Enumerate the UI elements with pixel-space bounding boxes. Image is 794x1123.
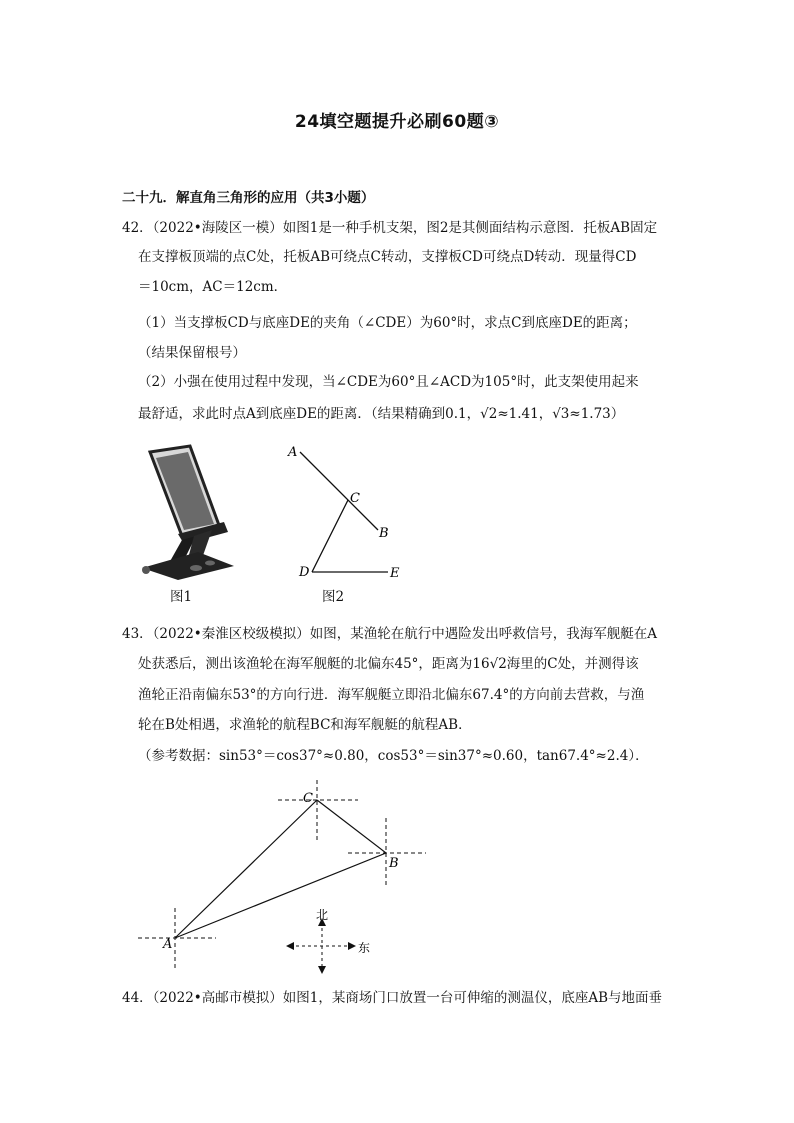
compass-north-label: 北	[316, 908, 329, 922]
q43-line-5: （参考数据：sin53°＝cos37°≈0.80，cos53°＝sin37°≈0.60，tan67.4°≈2.4）．	[138, 748, 649, 764]
label-E: E	[390, 566, 400, 581]
figure-2-diagram	[282, 440, 412, 585]
figure-2-caption: 图2	[322, 589, 345, 605]
q42-line-2: 在支撑板顶端的点C处，托板AB可绕点C转动，支撑板CD可绕点D转动．现量得CD	[138, 249, 637, 265]
section-heading: 二十九．解直角三角形的应用（共3小题）	[122, 190, 375, 206]
q42-line-1: 42．（2022•海陵区一模）如图1是一种手机支架，图2是其侧面结构示意图．托板AB固定	[122, 220, 658, 236]
label-D: D	[299, 565, 310, 580]
page-title: 24填空题提升必刷60题③	[294, 112, 500, 132]
q43-line-2: 处获悉后，测出该渔轮在海军舰艇的北偏东45°，距离为16√2海里的C处，并测得该	[138, 656, 639, 672]
q43-line-3: 渔轮正沿南偏东53°的方向行进．海军舰艇立即沿北偏东67.4°的方向前去营救，与渔	[138, 687, 645, 703]
figure-1-caption: 图1	[170, 589, 193, 605]
q43-line-4: 轮在B处相遇，求渔轮的航程BC和海军舰艇的航程AB．	[138, 717, 472, 733]
label-A: A	[163, 937, 173, 952]
q42-line-5: （结果保留根号）	[138, 345, 246, 361]
rescue-diagram	[130, 780, 440, 980]
compass-east-label: 东	[358, 941, 371, 955]
label-C: C	[303, 791, 313, 806]
q42-line-6: （2）小强在使用过程中发现，当∠CDE为60°且∠ACD为105°时，此支架使用起来	[138, 374, 639, 390]
phone-stand-photo	[138, 444, 238, 584]
q44-line-1: 44．（2022•高邮市模拟）如图1，某商场门口放置一台可伸缩的测温仪，底座AB与地面垂	[122, 990, 663, 1006]
q43-line-1: 43．（2022•秦淮区校级模拟）如图，某渔轮在航行中遇险发出呼救信号，我海军舰艇在A	[122, 626, 657, 642]
segment-CD	[312, 500, 348, 572]
q42-line-3: ＝10cm，AC＝12cm．	[138, 279, 288, 295]
label-A: A	[288, 445, 298, 460]
label-B: B	[389, 856, 399, 871]
q42-line-4: （1）当支撑板CD与底座DE的夹角（∠CDE）为60°时，求点C到底座DE的距离；	[138, 315, 637, 331]
label-B: B	[379, 526, 389, 541]
label-C: C	[350, 491, 360, 506]
compass-icon	[286, 918, 356, 974]
q42-line-7: 最舒适，求此时点A到底座DE的距离．（结果精确到0.1，√2≈1.41，√3≈1.73）	[138, 406, 625, 422]
